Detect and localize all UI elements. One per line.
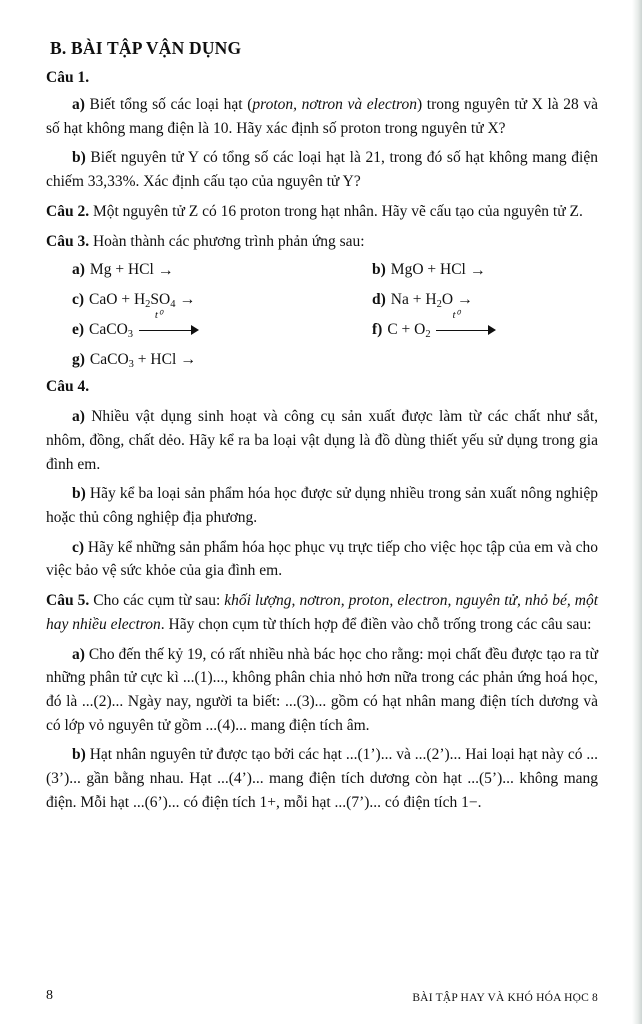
part-label-b: b) [72,746,86,764]
question-1-part-b [46,146,598,193]
part-text-a: Nhiều vật dụng sinh hoạt và công cụ sản xuất được làm từ các chất như sắt, nhôm, đồng, chất dẻo. Hãy kể ra ba loại vật dụng là đồ dùng thiết yếu sử dụng trong gia đình em. [46,408,598,473]
page-footer [46,988,598,1004]
equation-c: c) CaO + $H_2SO_4$ → [46,291,346,310]
question-1-label: Câu 1. [46,69,90,86]
part-label-a: a) [72,96,85,113]
reaction-arrow-temperature-icon [436,309,498,337]
question-2-label: Câu 2. [46,202,90,220]
equation-g: g) CaCO$_3$ + HCl → [46,351,346,370]
equation-f: f) $C + O_2$ t⁰ [346,321,598,340]
question-3-label: Câu 3. [46,232,90,250]
question-5-label: Câu 5. [46,592,90,610]
equation-b: b) MgO + HCl → [346,261,598,279]
question-2 [46,200,598,224]
part-label-a: a) [72,408,85,426]
equation-e-label: e) [72,320,85,338]
reaction-arrow-temperature-icon [139,309,201,337]
question-4-label: Câu 4. [46,378,90,396]
reaction-arrow-icon [158,262,188,280]
page-number: 8 [46,988,53,1003]
question-5-lead-before: Cho các cụm từ sau: [89,592,225,610]
equation-a: a) Mg + HCl → [46,261,346,279]
question-5-part-b [46,743,598,814]
part-text-b: Biết nguyên tử Y có tổng số các loại hạt là 21, trong đó số hạt không mang điện chiếm 33,33%. Xác định cấu tạo của nguyên tử Y? [46,149,598,191]
arrow-temperature-label: t⁰ [452,309,460,322]
section-title: B. BÀI TẬP VẬN DỤNG [50,38,242,58]
equation-d: d) $Na + H_2O$ → [346,291,598,310]
reaction-arrow-icon [457,291,487,309]
part-label-b: b) [72,149,86,167]
arrow-temperature-label: t⁰ [154,309,163,322]
part-label-b: b) [72,485,86,503]
equation-a-label: a) [72,261,85,279]
equation-list [46,261,598,369]
question-1-heading [46,69,598,87]
part-text-b: Hãy kể ba loại sản phẩm hóa học được sử dụng nhiều trong sản xuất nông nghiệp hoặc thủ công nghiệp địa phương. [46,485,598,526]
question-3 [46,230,598,254]
part-text-a: Biết tổng số các loại hạt (proton, nơtron và electron) trong nguyên tử X là 28 và số hạt không mang điện là 10. Hãy xác định số proton trong nguyên tử X? [46,96,599,137]
part-text-a: Cho đến thế kỷ 19, có rất nhiều nhà bác học cho rằng: mọi chất đều được tạo ra từ những phân tử cực kì ...(1)..., không phân chia nhỏ hơn nữa trong các phản ứng hoá học, đó là ...(2)... Ngày nay, người ta biết: ...(3)... gồm có hạt nhân mang điện tích dương và có lớp vỏ nguyên tử gồm ...(4)... mang điện tích âm. [46,645,598,734]
page-edge-shadow [632,0,642,1024]
question-5-heading [46,589,598,636]
question-4-part-c [46,536,598,583]
part-text-b: Hạt nhân nguyên tử được tạo bởi các hạt ...(1’)... và ...(2’)... Hai loại hạt này có ...(3’)... gần bằng nhau. Hạt ...(4’)... mang điện tích dương còn hạt ...(5’)... không mang điện. Mỗi hạt ...(6’)... có điện tích 1+, mỗi hạt ...(7’)... có điện tích 1−. [46,746,598,811]
question-2-text: Một nguyên tử Z có 16 proton trong hạt nhân. Hãy vẽ cấu tạo của nguyên tử Z. [89,202,583,220]
reaction-arrow-icon [470,262,500,280]
book-title-footer: BÀI TẬP HAY VÀ KHÓ HÓA HỌC 8 [412,992,598,1004]
question-3-text: Hoàn thành các phương trình phản ứng sau: [89,232,365,250]
question-1-part-a [46,93,598,140]
equation-d-label: d) [372,290,386,308]
equation-b-label: b) [372,261,386,279]
question-4-part-a [46,405,598,476]
equation-e: e) CaCO$_3$ t⁰ [46,321,346,340]
question-5-lead-after: . Hãy chọn cụm từ thích hợp để điền vào chỗ trống trong các câu sau: [160,615,592,633]
equation-f-label: f) [372,320,383,338]
question-4-part-b [46,482,598,529]
equation-g-label: g) [72,350,85,368]
question-5-lead-italic: khối lượng, nơtron, proton, electron, nguyên tử, nhỏ bé, một hay nhiều electron [46,592,598,633]
part-text-c: Hãy kể những sản phẩm hóa học phục vụ trực tiếp cho việc học tập của em và cho việc bảo vệ sức khỏe của gia đình em. [46,538,598,580]
question-4-heading [46,375,598,399]
part-label-c: c) [72,538,85,556]
equation-c-label: c) [72,290,85,308]
question-5-part-a [46,643,598,738]
part-label-a: a) [72,645,85,663]
reaction-arrow-icon [180,351,210,369]
reaction-arrow-icon [179,291,209,309]
